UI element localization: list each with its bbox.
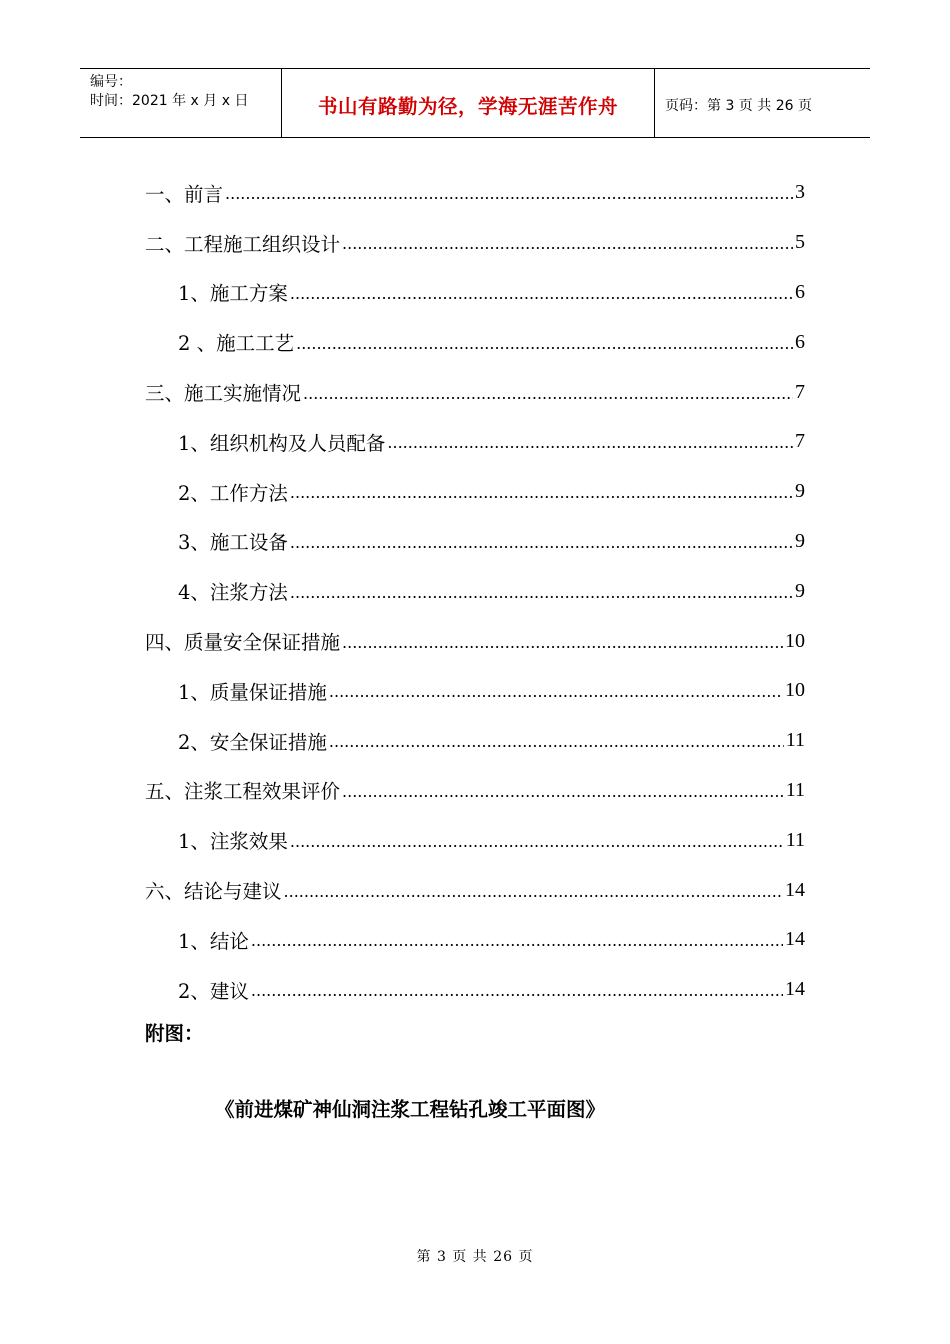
page-footer: 第 3 页 共 26 页	[416, 1249, 534, 1265]
toc-dot-leader	[290, 284, 793, 303]
toc-dot-leader	[290, 533, 793, 552]
toc-entry[interactable]	[145, 367, 805, 417]
toc-entry[interactable]	[145, 815, 805, 865]
appendix-label: 附图：	[145, 1022, 204, 1045]
toc-entry-page: 9	[795, 480, 805, 503]
toc-entry-page: 6	[795, 330, 805, 353]
header-page-info: 页码：第 3 页 共 26 页	[665, 98, 812, 114]
toc-entry-page: 9	[795, 579, 805, 602]
toc-entry[interactable]	[145, 616, 805, 666]
appendix-item: 《前进煤矿神仙洞注浆工程钻孔竣工平面图》	[215, 1098, 606, 1121]
toc-entry[interactable]	[145, 716, 805, 766]
toc-entry[interactable]	[145, 566, 805, 616]
toc-entry-title: 4、注浆方法	[178, 581, 288, 605]
toc-entry-title: 2 、施工工艺	[178, 332, 295, 356]
toc-entry-page: 11	[785, 729, 805, 752]
toc-entry-page: 7	[795, 430, 805, 453]
table-of-contents	[145, 168, 805, 1015]
toc-dot-leader	[329, 682, 783, 701]
toc-entry-page: 11	[785, 778, 805, 801]
toc-entry-title: 1、施工方案	[178, 282, 288, 306]
toc-entry-title: 三、施工实施情况	[145, 382, 302, 406]
toc-dot-leader	[342, 633, 783, 652]
toc-entry-title: 2、建议	[178, 979, 249, 1003]
toc-entry-page: 9	[795, 529, 805, 552]
toc-entry-page: 5	[795, 231, 805, 254]
toc-entry-title: 2、安全保证措施	[178, 730, 327, 754]
toc-entry[interactable]	[145, 417, 805, 467]
toc-entry-title: 3、施工设备	[178, 531, 288, 555]
header-meta	[80, 69, 282, 137]
toc-entry-page: 14	[785, 878, 805, 901]
toc-entry-title: 六、结论与建议	[145, 880, 282, 904]
toc-dot-leader	[296, 334, 793, 353]
toc-dot-leader	[284, 882, 783, 901]
toc-entry-title: 1、注浆效果	[178, 830, 288, 854]
header-motto: 书山有路勤为径，学海无涯苦作舟	[282, 69, 655, 137]
toc-dot-leader	[225, 184, 793, 203]
toc-dot-leader	[251, 931, 783, 950]
toc-entry[interactable]	[145, 317, 805, 367]
toc-entry-title: 五、注浆工程效果评价	[145, 780, 341, 804]
toc-entry[interactable]	[145, 218, 805, 268]
toc-entry-page: 7	[795, 380, 805, 403]
toc-entry-title: 1、组织机构及人员配备	[178, 431, 386, 455]
toc-entry[interactable]	[145, 517, 805, 567]
toc-dot-leader	[290, 832, 784, 851]
toc-entry-page: 11	[785, 828, 805, 851]
toc-dot-leader	[387, 433, 793, 452]
toc-entry[interactable]	[145, 965, 805, 1015]
toc-dot-leader	[251, 981, 783, 1000]
toc-entry-title: 1、结论	[178, 929, 249, 953]
toc-entry-page: 14	[785, 978, 805, 1001]
toc-dot-leader	[329, 732, 784, 751]
page-header	[80, 68, 870, 138]
time-label: 时间：2021 年 x 月 x 日	[90, 93, 249, 109]
toc-entry[interactable]	[145, 467, 805, 517]
toc-entry[interactable]	[145, 865, 805, 915]
toc-dot-leader	[303, 384, 793, 403]
toc-entry-title: 二、工程施工组织设计	[145, 232, 341, 256]
toc-entry-page: 10	[785, 629, 805, 652]
toc-dot-leader	[342, 234, 793, 253]
number-label: 编号：	[90, 74, 132, 90]
toc-entry-page: 10	[785, 679, 805, 702]
toc-entry-title: 四、质量安全保证措施	[145, 631, 341, 655]
toc-entry-title: 1、质量保证措施	[178, 680, 327, 704]
toc-entry[interactable]	[145, 915, 805, 965]
toc-entry-page: 14	[785, 928, 805, 951]
toc-entry-title: 2、工作方法	[178, 481, 288, 505]
toc-entry[interactable]	[145, 766, 805, 816]
toc-entry[interactable]	[145, 268, 805, 318]
toc-entry[interactable]	[145, 168, 805, 218]
toc-entry[interactable]	[145, 666, 805, 716]
toc-dot-leader	[290, 483, 793, 502]
toc-entry-title: 一、前言	[145, 182, 224, 206]
toc-entry-page: 3	[795, 181, 805, 204]
toc-dot-leader	[290, 583, 793, 602]
toc-dot-leader	[342, 782, 784, 801]
toc-entry-page: 6	[795, 280, 805, 303]
